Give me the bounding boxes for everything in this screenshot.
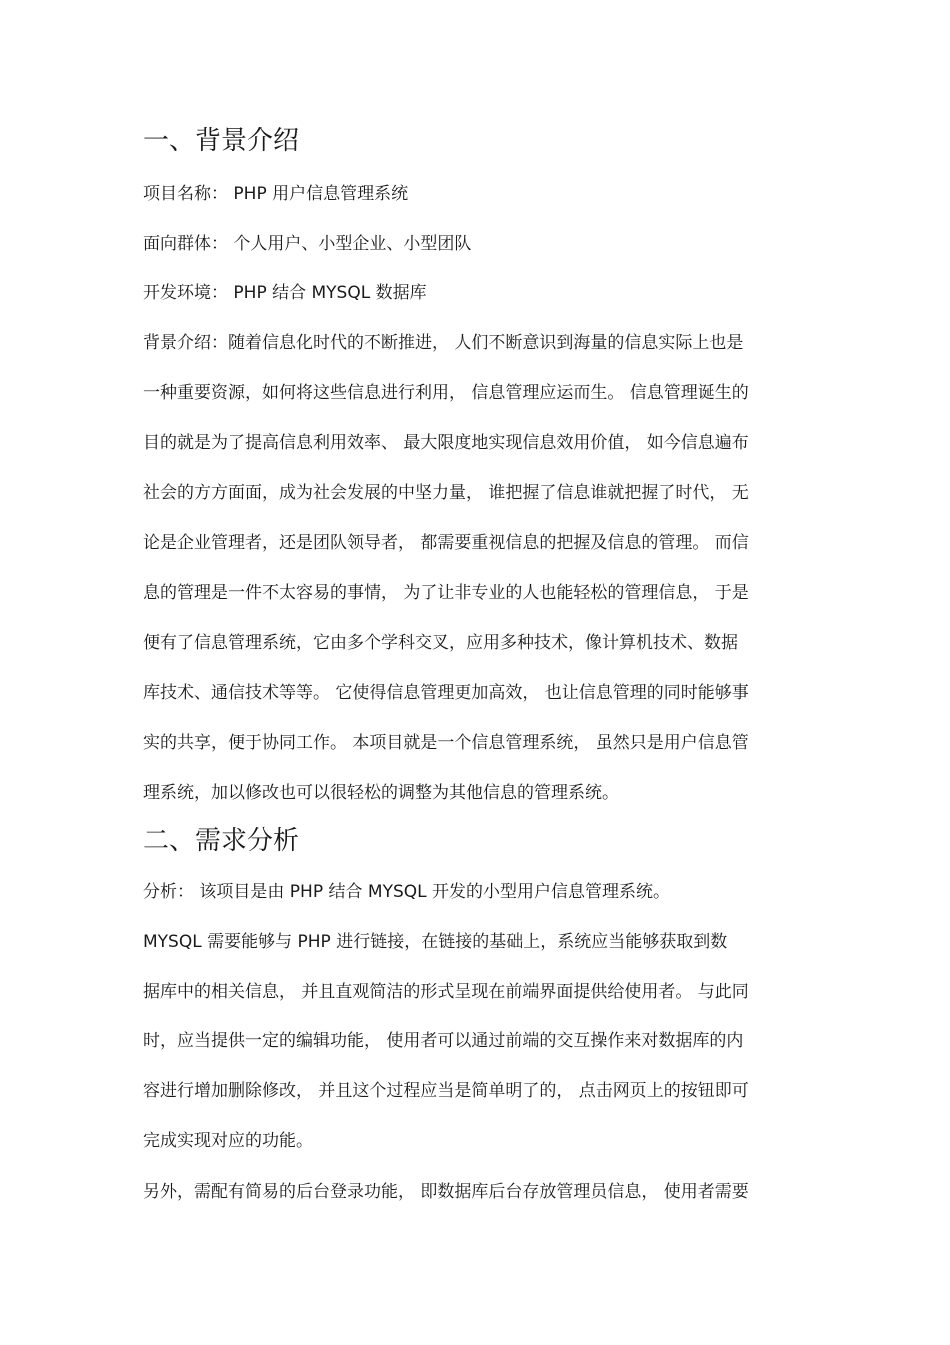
background-paragraph-line: 便有了信息管理系统，它由多个学科交叉，应用多种技术，像计算机技术、数据 (143, 633, 738, 653)
background-paragraph-line: 库技术、通信技术等等。 它使得信息管理更加高效， 也让信息管理的同时能够事 (143, 683, 749, 703)
background-paragraph-line: 理系统，加以修改也可以很轻松的调整为其他信息的管理系统。 (143, 783, 619, 803)
requirements-paragraph-line: 时，应当提供一定的编辑功能， 使用者可以通过前端的交互操作来对数据库的内 (143, 1031, 744, 1051)
background-paragraph-line: 社会的方方面面，成为社会发展的中坚力量， 谁把握了信息谁就把握了时代， 无 (143, 483, 749, 503)
section-heading-requirements: 二、需求分析 (143, 826, 300, 856)
analysis-line: 分析： 该项目是由 PHP 结合 MYSQL 开发的小型用户信息管理系统。 (143, 882, 670, 902)
requirements-paragraph-line: MYSQL 需要能够与 PHP 进行链接，在链接的基础上，系统应当能够获取到数 (143, 932, 728, 952)
login-requirement-line: 另外，需配有简易的后台登录功能， 即数据库后台存放管理员信息， 使用者需要 (143, 1182, 749, 1202)
audience-line: 面向群体： 个人用户、小型企业、小型团队 (143, 234, 472, 254)
environment-line: 开发环境： PHP 结合 MYSQL 数据库 (143, 283, 427, 303)
project-name-line: 项目名称： PHP 用户信息管理系统 (143, 184, 409, 204)
background-paragraph-line: 论是企业管理者，还是团队领导者， 都需要重视信息的把握及信息的管理。 而信 (143, 533, 749, 553)
requirements-paragraph-line: 据库中的相关信息， 并且直观简洁的形式呈现在前端界面提供给使用者。 与此同 (143, 982, 749, 1002)
requirements-paragraph-line: 完成实现对应的功能。 (143, 1131, 313, 1151)
background-paragraph-line: 背景介绍：随着信息化时代的不断推进， 人们不断意识到海量的信息实际上也是 (143, 333, 744, 353)
background-paragraph-line: 目的就是为了提高信息利用效率、 最大限度地实现信息效用价值， 如今信息遍布 (143, 433, 749, 453)
background-paragraph-line: 息的管理是一件不太容易的事情， 为了让非专业的人也能轻松的管理信息， 于是 (143, 583, 749, 603)
requirements-paragraph-line: 容进行增加删除修改， 并且这个过程应当是简单明了的， 点击网页上的按钮即可 (143, 1081, 749, 1101)
background-paragraph-line: 实的共享，便于协同工作。 本项目就是一个信息管理系统， 虽然只是用户信息管 (143, 733, 749, 753)
section-heading-background: 一、背景介绍 (143, 126, 300, 156)
background-paragraph-line: 一种重要资源，如何将这些信息进行利用， 信息管理应运而生。 信息管理诞生的 (143, 383, 749, 403)
